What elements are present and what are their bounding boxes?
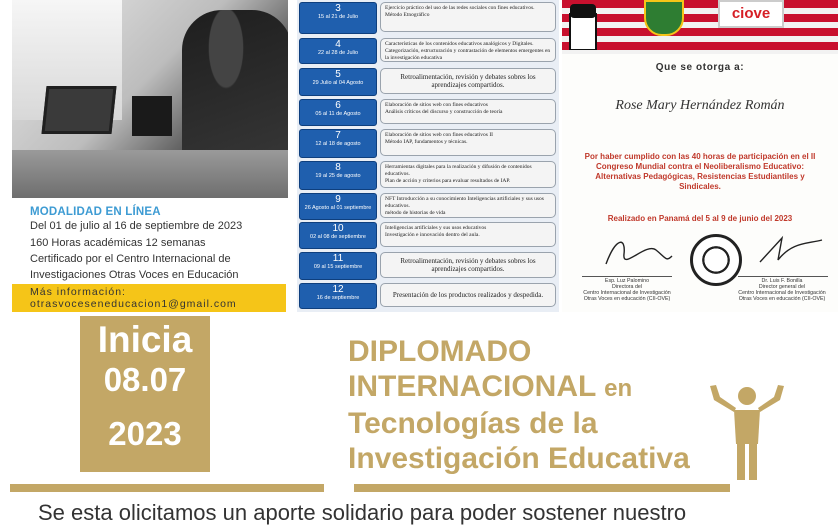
signatory-2-org: Centro Internacional de Investigación (738, 290, 826, 296)
topic-line: Retroalimentación, revisión y debates sobres los aprendizajes compartidos. (400, 73, 536, 89)
week-number: 10 (332, 223, 344, 234)
topic-cell (380, 99, 556, 124)
signature-line-2 (738, 276, 828, 277)
title-line-1: DIPLOMADO (348, 335, 532, 368)
week-dates: 19 al 25 de agosto (315, 173, 361, 179)
topic-line: Análisis críticos del discurso y construcción de teoría (385, 109, 503, 115)
signatory-2-role: Director general del (758, 284, 806, 290)
title-line-2-en: en (604, 375, 633, 402)
photo-laptop (41, 86, 116, 134)
topic-line: método de historias de vida (385, 210, 446, 216)
topic-line: Ejercicio práctico del uso de las redes sociales con fines educativos. (385, 5, 535, 11)
title-line-2 (348, 369, 690, 406)
week-number: 4 (335, 39, 341, 50)
week-number: 7 (335, 130, 341, 141)
topic-line: Elaboración de sitios web con fines educativos (385, 102, 488, 108)
week-cell (299, 283, 377, 309)
divider-right (354, 484, 730, 492)
title-line-3: Tecnologías de la (348, 407, 598, 440)
week-number: 12 (332, 284, 344, 295)
topic-line: NFT Introducción a su conocimiento Inteligencias artificiales y sus usos educativos. (385, 196, 544, 209)
photo-monitor (132, 96, 172, 136)
topic-cell (380, 193, 556, 218)
week-cell (299, 222, 377, 249)
course-photo (12, 0, 288, 198)
week-number: 9 (335, 194, 341, 205)
topic-line: Características de los contenidos educativos analógicos y Digitales. (385, 41, 534, 47)
week-cell (299, 68, 377, 96)
topic-cell (380, 38, 556, 62)
topic-line: Herramientas digitales para la realización y difusión de contenidos educativos. (385, 164, 532, 177)
hours-text: 160 Horas académicas 12 semanas (30, 237, 206, 249)
schedule-row (299, 283, 555, 309)
week-cell (299, 193, 377, 220)
certificate-location-date: Realizado en Panamá del 5 al 9 de junio del 2023 (607, 214, 793, 223)
divider-left (10, 484, 324, 492)
week-cell (299, 129, 377, 158)
week-number: 5 (335, 69, 341, 80)
week-number: 8 (335, 162, 341, 173)
week-cell (299, 252, 377, 280)
contact-email[interactable]: otrasvoceseneducacion1@gmail.com (30, 298, 237, 310)
schedule-row (299, 38, 555, 64)
title-line-2-main: INTERNACIONAL (348, 370, 596, 403)
signature-1 (596, 232, 676, 272)
week-number: 11 (332, 253, 344, 264)
dates-text: Del 01 de julio al 16 de septiembre de 2023 (30, 220, 243, 232)
topic-line: Método IAP, fundamentos y técnicas. (385, 139, 468, 145)
signatory-1 (577, 278, 677, 302)
topic-cell (380, 68, 556, 94)
topic-cell (380, 222, 556, 247)
start-year: 2023 (108, 415, 182, 452)
week-dates: 12 al 18 de agosto (315, 141, 361, 147)
signatory-1-org: Centro Internacional de Investigación (583, 290, 671, 296)
start-date: 08.07 (103, 361, 187, 398)
topic-line: Elaboración de sitios web con fines educativos II (385, 132, 493, 138)
raised-fist-icon (564, 0, 602, 50)
contact-box (12, 284, 286, 312)
start-date-box (80, 316, 210, 472)
topic-cell (380, 129, 556, 156)
certificate-header: Que se otorga a: (655, 62, 745, 73)
week-dates: 02 al 08 de septiembre (310, 234, 366, 240)
week-dates: 09 al 15 septiembre (313, 264, 363, 270)
topic-cell (380, 2, 556, 32)
schedule-row (299, 252, 555, 280)
signature-2 (752, 232, 832, 272)
week-cell (299, 38, 377, 64)
week-dates: 26 Agosto al 01 septiembre (304, 205, 372, 211)
week-number: 3 (335, 3, 341, 14)
schedule-table (297, 0, 559, 312)
ciove-logo: ciove (718, 0, 784, 28)
certification-text-1: Certificado por el Centro Internacional de (30, 253, 231, 265)
photo-desk (12, 150, 288, 198)
signatory-2-name: Dr. Luis F. Bonilla (761, 278, 803, 284)
flag-banner (562, 0, 838, 54)
modality-label: MODALIDAD EN LÍNEA (30, 206, 161, 218)
week-cell (299, 99, 377, 126)
topic-line: Retroalimentación, revisión y debates sobres los aprendizajes compartidos. (400, 257, 536, 273)
week-dates: 05 al 11 de Agosto (315, 111, 361, 117)
crest-logo (644, 0, 684, 36)
topic-cell (380, 283, 556, 307)
schedule-row (299, 2, 555, 34)
topic-line: Investigación e innovación dentro del aula. (385, 232, 480, 238)
week-dates: 15 al 21 de Julio (317, 14, 359, 20)
topic-cell (380, 161, 556, 188)
week-dates: 22 al 28 de Julio (317, 50, 359, 56)
celebrating-person-icon (704, 380, 790, 480)
topic-line: Presentación de los productos realizados y despedida. (392, 291, 544, 299)
topic-line: Inteligencias artificiales y sus usos educativos (385, 225, 487, 231)
diploma-title (348, 334, 690, 476)
start-label: Inicia (97, 319, 193, 360)
week-dates: 29 Julio al 04 Agosto (312, 80, 364, 86)
certificate (562, 0, 838, 312)
signatory-1-org2: Otras Voces en educación (CII-OVE) (583, 296, 671, 302)
schedule-row (299, 129, 555, 158)
schedule-row (299, 222, 555, 249)
schedule-row (299, 193, 555, 220)
recipient-name: Rose Mary Hernández Román (615, 98, 785, 113)
signatory-1-role: Directora del (611, 284, 643, 290)
week-dates: 16 de septiembre (316, 295, 360, 301)
more-info-label: Más información: (30, 286, 126, 298)
week-cell (299, 2, 377, 34)
schedule-row (299, 99, 555, 126)
week-cell (299, 161, 377, 190)
topic-line: Método Etnográfico (385, 12, 430, 18)
certification-text-2: Investigaciones Otras Voces en Educación (30, 269, 239, 281)
certificate-reason: Por haber cumplido con las 40 horas de participación en el II Congreso Mundial contra el Neoliberalismo Educativo: Alternativas Pedagógicas, Resistencias Estudiantiles y Sindicales. (584, 152, 816, 191)
title-line-4: Investigación Educativa (348, 442, 690, 475)
bottom-note: Se esta olicitamos un aporte solidario para poder sostener nuestro (38, 500, 687, 525)
schedule-row (299, 161, 555, 190)
topic-cell (380, 252, 556, 278)
week-number: 6 (335, 100, 341, 111)
signatory-1-name: Esp. Luz Palomino (604, 278, 650, 284)
topic-line: Categorización, estructuración y contrastación de elementos emergentes en la investigación educativa (385, 48, 551, 61)
topic-line: Plan de acción y criterios para evaluar resultados de IAP. (385, 178, 511, 184)
schedule-row (299, 68, 555, 96)
signature-line-1 (582, 276, 672, 277)
signatory-2-org2: Otras Voces en educación (CII-OVE) (738, 296, 826, 302)
signatory-2 (732, 278, 832, 302)
